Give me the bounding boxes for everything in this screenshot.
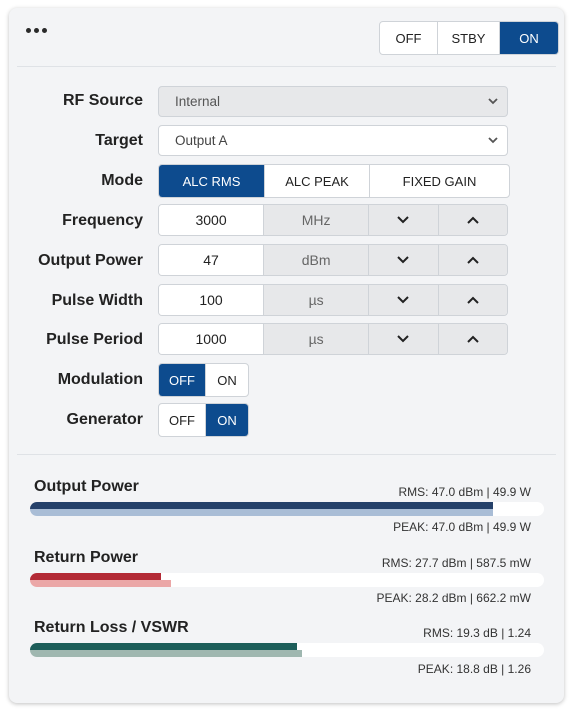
generator-on-button[interactable]: ON: [205, 404, 248, 436]
generator-label: Generator: [66, 411, 143, 428]
chevron-down-icon: [396, 255, 410, 265]
frequency-stepper: [158, 204, 508, 236]
meter-peak-readout: PEAK: 28.2 dBm | 662.2 mW: [376, 591, 531, 605]
output-power-unit: dBm: [264, 245, 369, 275]
pulse-width-input[interactable]: 100: [159, 285, 264, 315]
more-dots-icon[interactable]: [26, 28, 47, 33]
meter-peak-bar: [30, 509, 493, 516]
power-standby-button[interactable]: STBY: [437, 22, 499, 54]
meter-peak-readout: PEAK: 47.0 dBm | 49.9 W: [393, 520, 531, 534]
mode-selector: [158, 164, 510, 198]
rf-control-panel: [9, 8, 564, 703]
output-power-increment-button[interactable]: [438, 245, 507, 275]
modulation-toggle: [158, 363, 249, 397]
meters-divider: [17, 454, 556, 455]
output-power-input[interactable]: 47: [159, 245, 264, 275]
pulse-width-label: Pulse Width: [51, 292, 143, 309]
meter-title: Output Power: [34, 478, 139, 495]
pulse-width-decrement-button[interactable]: [369, 285, 437, 315]
pulse-period-decrement-button[interactable]: [369, 324, 437, 354]
meter-rms-readout: RMS: 47.0 dBm | 49.9 W: [398, 485, 531, 499]
header-divider: [17, 66, 556, 67]
meter-peak-bar: [30, 650, 302, 657]
meter-rms-readout: RMS: 19.3 dB | 1.24: [423, 626, 531, 640]
meter-track: [30, 573, 544, 587]
target-value: Output A: [175, 133, 228, 148]
pulse-width-unit: µs: [264, 285, 369, 315]
meter-peak-bar: [30, 580, 171, 587]
meter-track: [30, 643, 544, 657]
target-select[interactable]: [158, 125, 508, 156]
power-on-button[interactable]: ON: [499, 22, 558, 54]
chevron-up-icon: [466, 295, 480, 305]
output-power-decrement-button[interactable]: [369, 245, 437, 275]
generator-off-button[interactable]: OFF: [169, 412, 195, 428]
chevron-up-icon: [466, 255, 480, 265]
modulation-label: Modulation: [57, 371, 143, 388]
frequency-input[interactable]: 3000: [159, 205, 264, 235]
power-mode-selector: [379, 21, 559, 55]
modulation-on-button[interactable]: ON: [205, 364, 248, 396]
mode-label: Mode: [101, 172, 143, 189]
meter-rms-readout: RMS: 27.7 dBm | 587.5 mW: [381, 556, 531, 570]
meter-peak-readout: PEAK: 18.8 dB | 1.26: [417, 662, 531, 676]
frequency-unit: MHz: [264, 205, 369, 235]
mode-alc-peak-button[interactable]: ALC PEAK: [264, 165, 369, 197]
pulse-period-unit: µs: [264, 324, 369, 354]
mode-fixed-gain-button[interactable]: FIXED GAIN: [369, 165, 509, 197]
modulation-off-button[interactable]: OFF: [159, 364, 205, 396]
meter-rms-bar: [30, 643, 297, 650]
pulse-period-increment-button[interactable]: [438, 324, 507, 354]
output-power-label: Output Power: [38, 252, 143, 269]
chevron-down-icon: [396, 334, 410, 344]
generator-toggle: [158, 403, 249, 437]
frequency-decrement-button[interactable]: [369, 205, 437, 235]
frequency-label: Frequency: [62, 212, 143, 229]
chevron-down-icon: [396, 295, 410, 305]
chevron-up-icon: [466, 215, 480, 225]
rf-source-value: Internal: [175, 94, 221, 109]
chevron-down-icon: [396, 215, 410, 225]
meter-title: Return Power: [34, 549, 139, 566]
meter-title: Return Loss / VSWR: [34, 619, 189, 636]
meter-rms-bar: [30, 573, 161, 580]
meter-rms-bar: [30, 502, 493, 509]
pulse-period-stepper: [158, 323, 508, 355]
pulse-period-input[interactable]: 1000: [159, 324, 264, 354]
pulse-period-label: Pulse Period: [46, 331, 143, 348]
output-power-stepper: [158, 244, 508, 276]
pulse-width-stepper: [158, 284, 508, 316]
meter-track: [30, 502, 544, 516]
frequency-increment-button[interactable]: [438, 205, 507, 235]
chevron-up-icon: [466, 334, 480, 344]
panel-header: [9, 8, 564, 66]
chevron-down-icon: [487, 135, 499, 145]
mode-alc-rms-button[interactable]: ALC RMS: [159, 165, 264, 197]
target-label: Target: [95, 132, 143, 149]
chevron-down-icon: [487, 96, 499, 106]
rf-source-label: RF Source: [62, 92, 143, 109]
power-off-button[interactable]: OFF: [395, 30, 422, 46]
pulse-width-increment-button[interactable]: [438, 285, 507, 315]
rf-source-select[interactable]: [158, 86, 508, 117]
